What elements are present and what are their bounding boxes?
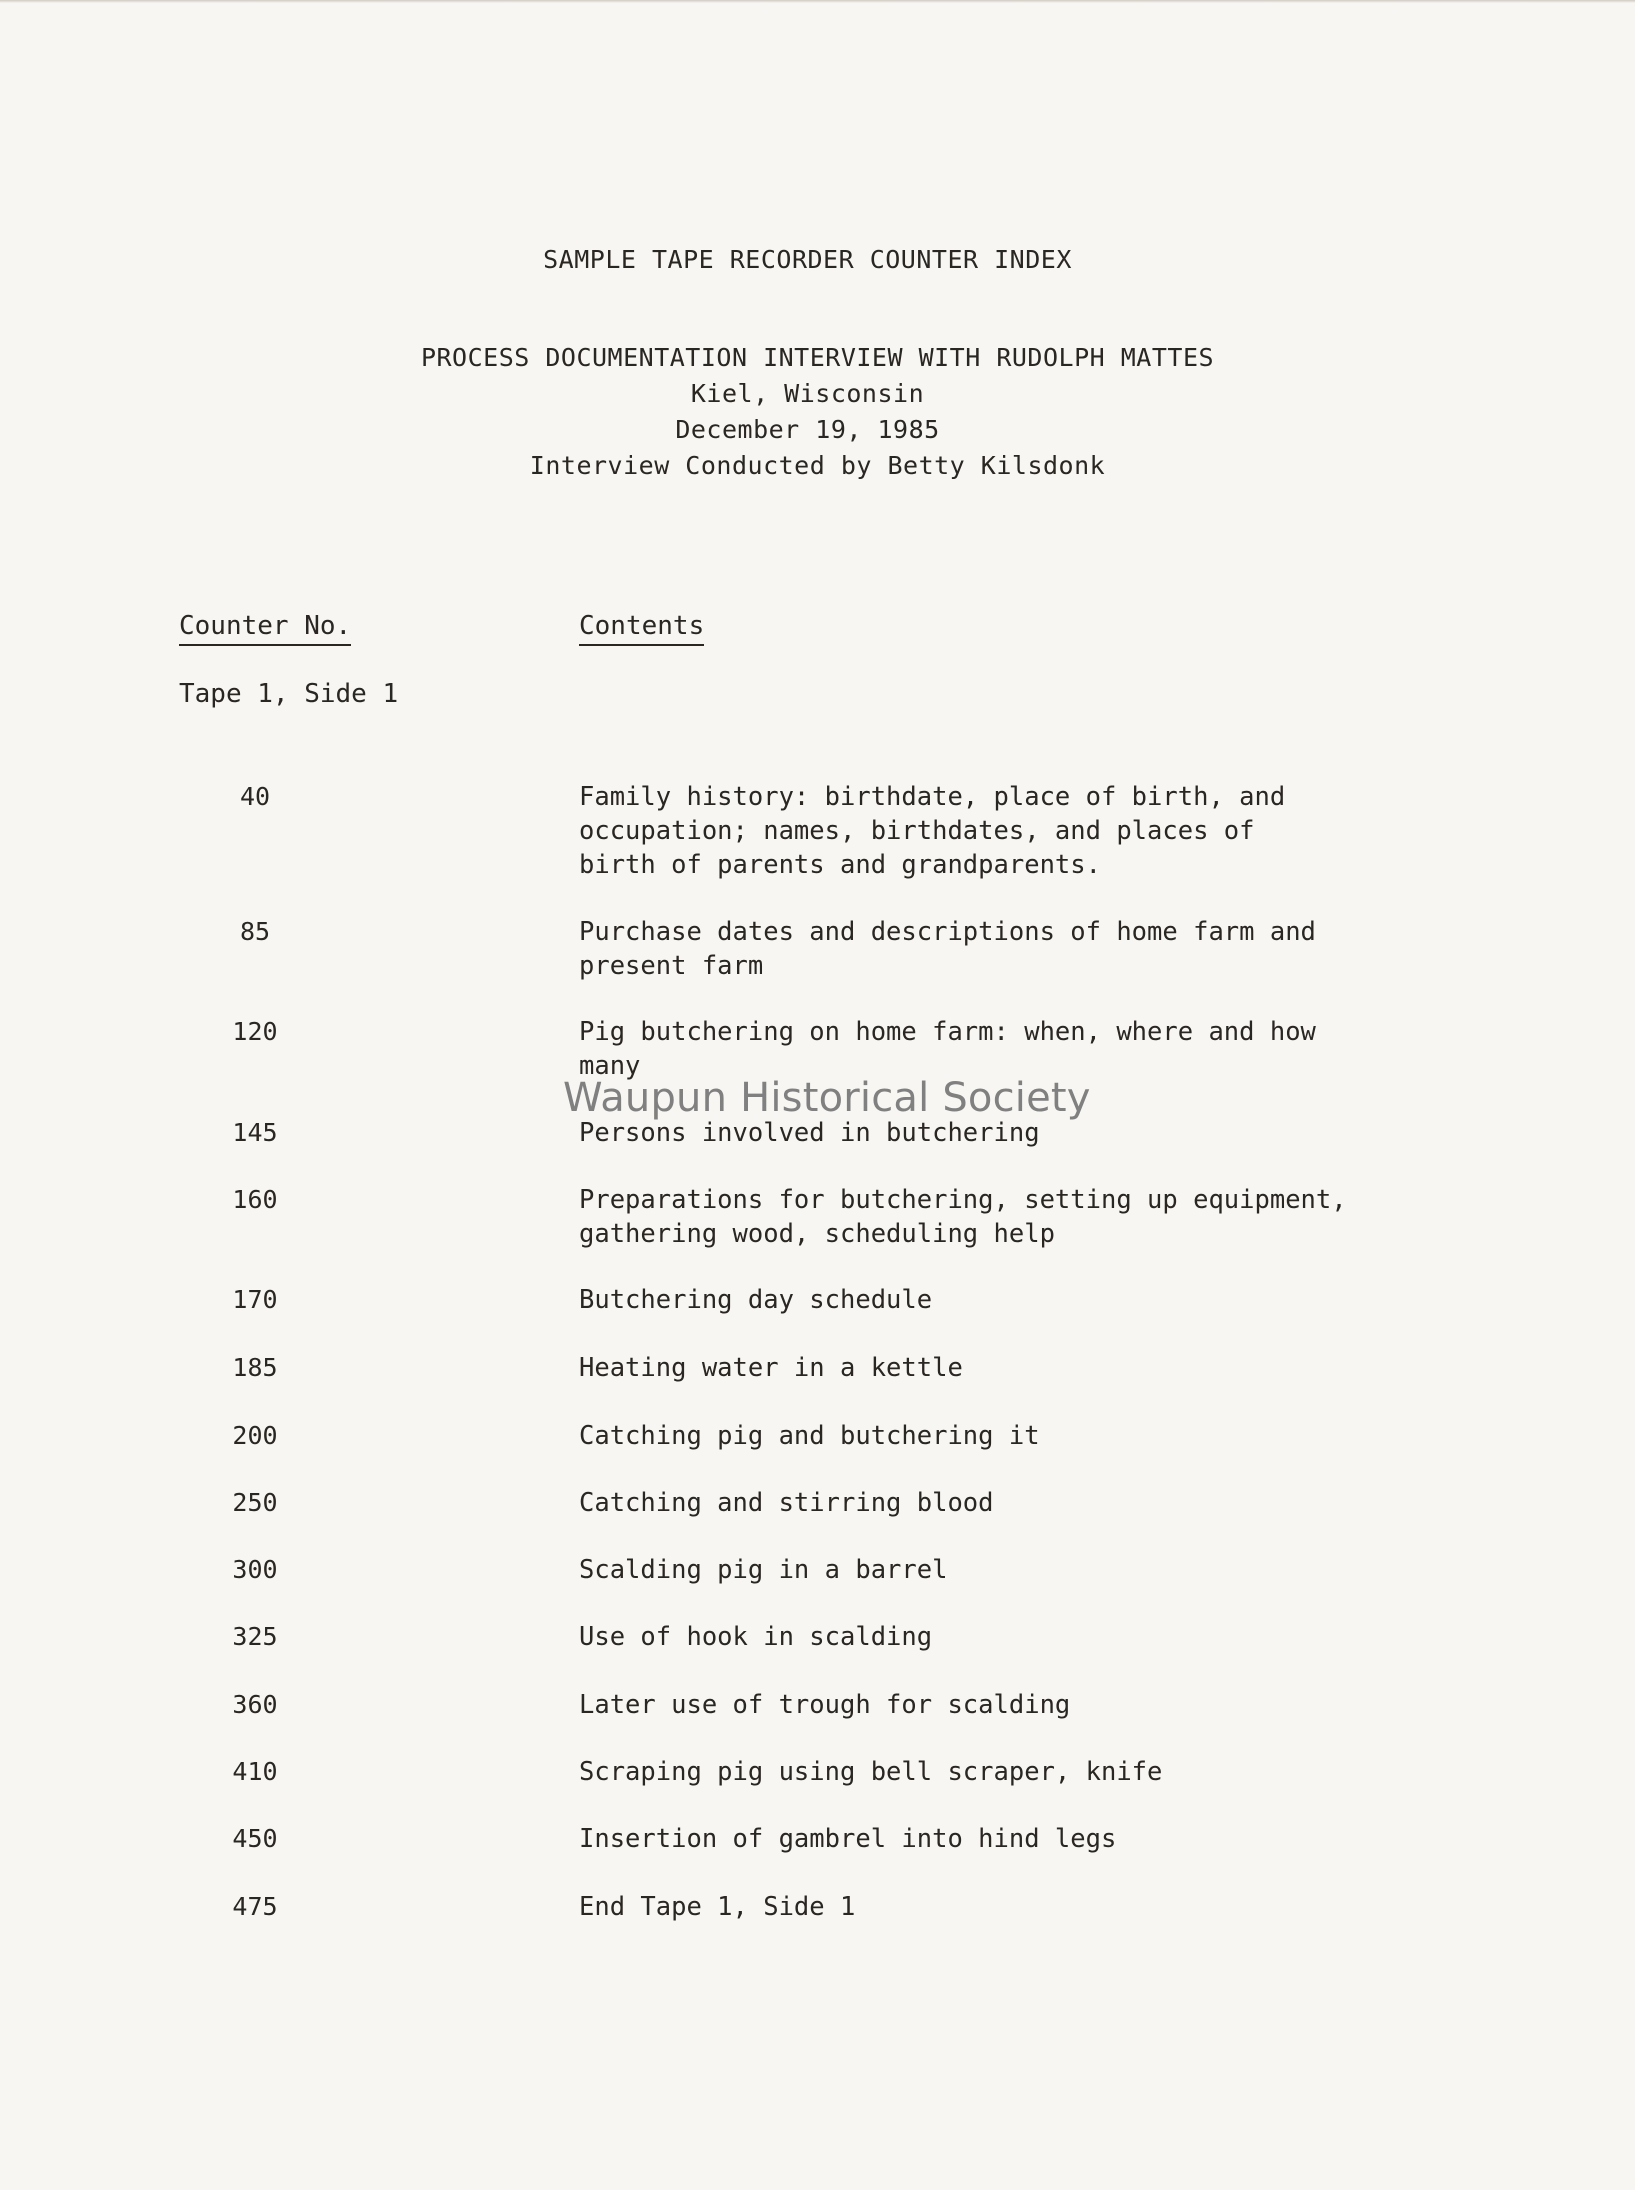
counter-number: 120 [232,1017,278,1046]
counter-number: 250 [232,1488,278,1517]
counter-number: 300 [232,1555,278,1584]
entry-contents: Scraping pig using bell scraper, knife [579,1757,1163,1787]
entry-contents: Later use of trough for scalding [579,1690,1071,1720]
counter-number: 85 [239,917,271,946]
contents-column-header: Contents [579,608,704,646]
scan-edge [0,0,1635,3]
entry-contents: Use of hook in scalding [579,1622,933,1652]
interview-location: Kiel, Wisconsin [690,379,925,408]
watermark: Waupun Historical Society [563,1075,1091,1121]
entry-contents: Scalding pig in a barrel [579,1555,948,1585]
counter-number: 360 [232,1690,278,1719]
counter-number: 200 [232,1421,278,1450]
counter-number: 410 [232,1757,278,1786]
counter-column-header: Counter No. [179,608,351,646]
entry-contents: Preparations for butchering, setting up equipment, gathering wood, scheduling help [579,1185,1347,1249]
entry-contents: Pig butchering on home farm: when, where and how many [579,1017,1316,1081]
counter-number: 325 [232,1622,278,1651]
interview-date: December 19, 1985 [675,415,940,444]
entry-contents: Insertion of gambrel into hind legs [579,1824,1117,1854]
entry-contents: Family history: birthdate, place of birth, and occupation; names, birthdates, and places of birth of parents and grandparents. [579,782,1286,880]
tape-section-label: Tape 1, Side 1 [179,679,399,709]
entry-contents: End Tape 1, Side 1 [579,1892,856,1922]
counter-number: 145 [232,1118,278,1147]
entry-contents: Persons involved in butchering [579,1118,1040,1148]
entry-contents: Catching and stirring blood [579,1488,994,1518]
entry-contents: Butchering day schedule [579,1285,933,1315]
counter-number: 185 [232,1353,278,1382]
interviewer-line: Interview Conducted by Betty Kilsdonk [529,451,1106,480]
entry-contents: Purchase dates and descriptions of home farm and present farm [579,917,1316,981]
counter-number: 450 [232,1824,278,1853]
entry-contents: Heating water in a kettle [579,1353,963,1383]
counter-number: 170 [232,1285,278,1314]
entry-contents: Catching pig and butchering it [579,1421,1040,1451]
counter-number: 40 [239,782,271,811]
interview-title: PROCESS DOCUMENTATION INTERVIEW WITH RUDOLPH MATTES [420,343,1215,372]
document-title: SAMPLE TAPE RECORDER COUNTER INDEX [543,245,1072,274]
counter-number: 475 [232,1892,278,1921]
counter-number: 160 [232,1185,278,1214]
